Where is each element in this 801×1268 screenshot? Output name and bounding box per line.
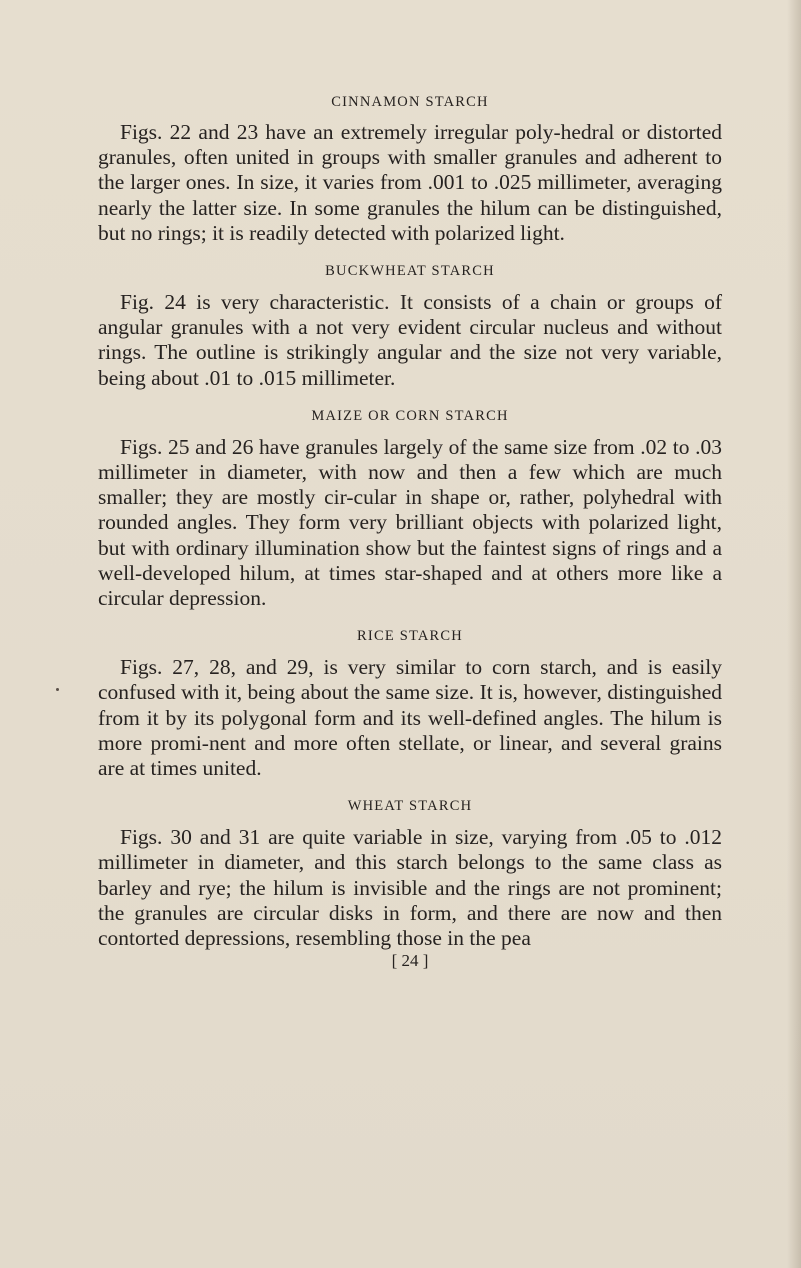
- print-speck: [56, 688, 59, 691]
- page-text: [98, 86, 722, 971]
- heading-wheat: WHEAT STARCH: [347, 798, 473, 815]
- running-head: CINNAMON STARCH: [331, 94, 489, 110]
- paragraph-rice: Figs. 27, 28, and 29, is very similar to corn starch, and is easily confused with it, being about the same size. It is, however, distinguished from it by its polygonal form and its well-defined angles. The hilum is more promi-nent and more often stellate, or linear, and several grains are at times united.: [98, 655, 722, 781]
- paragraph-wheat: Figs. 30 and 31 are quite variable in size, varying from .05 to .012 millimeter in diameter, and this starch belongs to the same class as barley and rye; the hilum is invisible and the rings are not prominent; the granules are circular disks in form, and there are now and then contorted depressions, resembling those in the pea: [98, 825, 722, 951]
- paragraph-maize: Figs. 25 and 26 have granules largely of the same size from .02 to .03 millimeter in diameter, with now and then a few which are much smaller; they are mostly cir-cular in shape or, rather, polyhedral with rounded angles. They form very brilliant objects with polarized light, but with ordinary illumination show but the faintest signs of rings and a well-developed hilum, at times star-shaped and at others more like a circular depression.: [98, 434, 722, 611]
- page-number: [ 24 ]: [391, 951, 429, 971]
- heading-buckwheat: BUCKWHEAT STARCH: [325, 263, 495, 280]
- paragraph-buckwheat: Fig. 24 is very characteristic. It consists of a chain or groups of angular granules with a not very evident circular nucleus and without rings. The outline is strikingly angular and the size not very variable, being about .01 to .015 millimeter.: [98, 290, 722, 390]
- paragraph-cinnamon: Figs. 22 and 23 have an extremely irregular poly-hedral or distorted granules, often united in groups with smaller granules and adherent to the larger ones. In size, it varies from .001 to .025 millimeter, averaging nearly the latter size. In some granules the hilum can be distinguished, but no rings; it is readily detected with polarized light.: [98, 120, 722, 245]
- heading-rice: RICE STARCH: [357, 628, 463, 645]
- heading-maize: MAIZE OR CORN STARCH: [311, 407, 509, 424]
- page-edge-shadow: [787, 0, 801, 1268]
